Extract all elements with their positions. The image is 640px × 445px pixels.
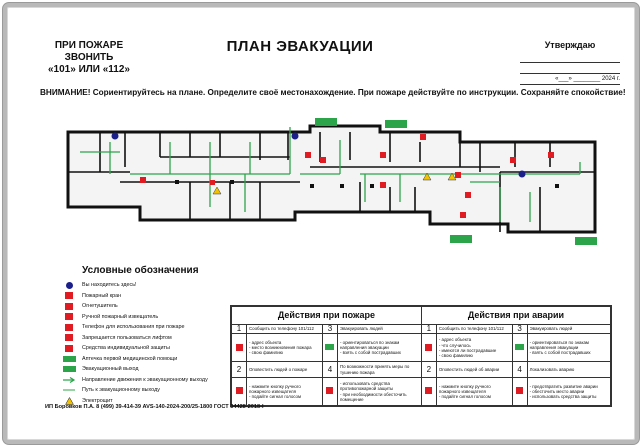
fire-alarm-icon — [421, 334, 436, 362]
you-are-here-marker — [112, 133, 119, 140]
evacuation-floor-plan — [60, 112, 600, 252]
action-text: - адрес объекта - что случилось - имеются ли пострадавшие - свою фамилию — [436, 334, 512, 362]
action-text: - использовать средства противопожарной защиты - при необходимости обесточить помещение — [337, 378, 421, 406]
legend-title: Условные обозначения — [82, 265, 199, 276]
exit-sign-icon — [322, 334, 337, 362]
approval-date: «___» ________ 2024 г. — [520, 76, 620, 85]
action-text: - адрес объекта - место возникновения пожара - свою фамилию — [247, 334, 323, 362]
legend-item — [62, 312, 232, 323]
action-text: - ориентироваться по знакам направления эвакуации - взять с собой пострадавших — [527, 334, 610, 362]
legend-text: Телефон для использования при пожаре — [82, 324, 185, 331]
legend-item — [62, 364, 232, 375]
legend-text: Средства индивидуальной защиты — [82, 345, 170, 352]
legend-text: Аптечка первой медицинской помощи — [82, 355, 178, 362]
attention-lead: ВНИМАНИЕ! — [40, 88, 91, 97]
action-row — [232, 378, 611, 406]
action-row — [232, 324, 611, 334]
fire-call-notice — [34, 40, 144, 76]
actions-table — [230, 305, 612, 407]
attention-text: Сориентируйтесь на плане. Определите своё местонахождение. При пожаре действуйте по инструкции. Сохраняйте спокойствие! — [90, 88, 626, 97]
legend-symbol-icon — [62, 334, 76, 342]
step-number: 3 — [322, 324, 337, 334]
exit-sign — [315, 118, 337, 126]
exit-sign-icon — [512, 334, 527, 362]
action-text: Эвакуировать людей — [527, 324, 610, 334]
legend-symbol-icon — [62, 365, 76, 373]
action-text: - нажмите кнопку ручного пожарного извещателя - подайте сигнал голосом — [436, 378, 512, 406]
attention-banner — [40, 88, 626, 97]
action-text: Сообщить по телефону 101/112 — [247, 324, 323, 334]
step-number: 1 — [232, 324, 247, 334]
legend-item — [62, 301, 232, 312]
approval-block — [520, 40, 620, 87]
legend-symbol-icon — [62, 323, 76, 331]
action-text: Оповестить людей об аварии — [436, 362, 512, 378]
step-number: 2 — [232, 362, 247, 378]
fire-alarm-icon — [232, 334, 247, 362]
you-are-here-marker — [292, 133, 299, 140]
exit-sign — [575, 237, 597, 245]
legend-item — [62, 343, 232, 354]
step-number: 1 — [421, 324, 436, 334]
legend-symbol-icon — [62, 302, 76, 310]
action-row — [232, 334, 611, 362]
legend-symbol-icon — [62, 344, 76, 352]
legend-symbol-icon — [62, 376, 76, 384]
fire-actions-heading: Действия при пожаре — [232, 307, 422, 325]
legend-symbol-icon — [62, 281, 76, 289]
legend-text: Эвакуационный выход — [82, 366, 139, 373]
legend-text: Электрощит — [82, 397, 113, 404]
exit-sign — [385, 120, 407, 128]
call-line-3: «101» ИЛИ «112» — [47, 64, 130, 75]
legend-item — [62, 354, 232, 365]
you-are-here-marker — [519, 171, 526, 178]
building-outline — [68, 126, 595, 232]
step-number: 4 — [322, 362, 337, 378]
legend-text: Пожарный кран — [82, 292, 122, 299]
legend-item — [62, 385, 232, 396]
action-text: - предотвратить развитие аварии - обесточить место аварии - использовать средства защиты — [527, 378, 610, 406]
legend-text: Ручной пожарный извещатель — [82, 313, 159, 320]
legend-text: Огнетушитель — [82, 303, 118, 310]
fire-alarm-icon — [322, 378, 337, 406]
legend-text: Запрещается пользоваться лифтом — [82, 334, 172, 341]
fire-alarm-icon — [421, 378, 436, 406]
legend-text: Направление движения к эвакуационному выходу — [82, 376, 208, 383]
exit-sign — [450, 235, 472, 243]
page-title: ПЛАН ЭВАКУАЦИИ — [226, 38, 374, 55]
action-text: Эвакуировать людей — [337, 324, 421, 334]
action-text: Локализовать аварию — [527, 362, 610, 378]
footer-credits: ИП Боровков П.А. 8 (499) 39-414-39 AVS-140-2024-200/25-1800 ГОСТ 34428-2018-I — [45, 404, 264, 410]
step-number: 4 — [512, 362, 527, 378]
legend-symbol-icon — [62, 386, 76, 394]
action-text: - ориентироваться по знакам направления эвакуации - взять с собой пострадавших — [337, 334, 421, 362]
fire-alarm-icon — [232, 378, 247, 406]
legend-item — [62, 280, 232, 291]
call-line-1: ПРИ ПОЖАРЕ — [54, 40, 124, 51]
accident-actions-heading: Действия при аварии — [421, 307, 610, 325]
action-row — [232, 362, 611, 378]
legend-text: Путь к эвакуационному выходу — [82, 387, 160, 394]
legend-item — [62, 375, 232, 386]
action-text: - нажмите кнопку ручного пожарного извещателя - подайте сигнал голосом — [247, 378, 323, 406]
legend-symbol-icon — [62, 355, 76, 363]
action-text: По возможности принять меры по тушению пожара — [337, 362, 421, 378]
approval-line — [520, 65, 620, 74]
legend-text: Вы находитесь здесь! — [82, 282, 137, 289]
approval-heading: Утверждаю — [544, 40, 596, 50]
legend-item — [62, 291, 232, 302]
legend-item — [62, 333, 232, 344]
call-line-2: ЗВОНИТЬ — [64, 52, 114, 63]
step-number: 2 — [421, 362, 436, 378]
action-text: Сообщить по телефону 101/112 — [436, 324, 512, 334]
fire-alarm-icon — [512, 378, 527, 406]
legend-symbol-icon — [62, 313, 76, 321]
approval-line — [520, 54, 620, 63]
legend-item — [62, 322, 232, 333]
legend-symbol-icon — [62, 292, 76, 300]
step-number: 3 — [512, 324, 527, 334]
action-text: Оповестить людей о пожаре — [247, 362, 323, 378]
legend — [62, 265, 232, 406]
